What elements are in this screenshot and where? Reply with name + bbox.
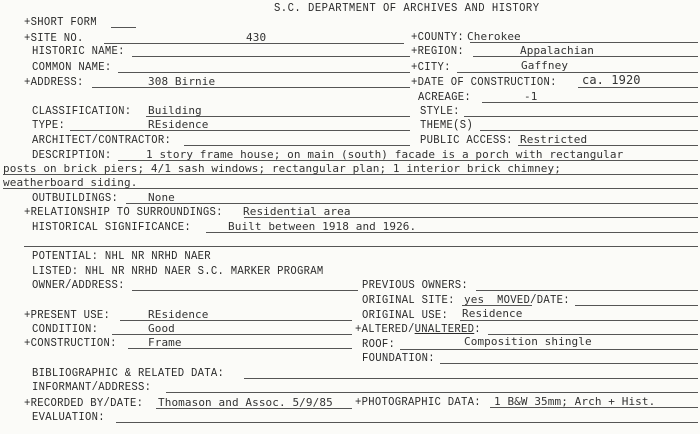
city-line (457, 72, 698, 73)
present-use-label: +PRESENT USE: (24, 309, 111, 322)
evaluation-line (116, 422, 698, 423)
owner-address-label: OWNER/ADDRESS: (32, 279, 125, 292)
acreage-label: ACREAGE: (418, 91, 472, 104)
common-name-label: COMMON NAME: (32, 61, 112, 74)
short-form-line (111, 27, 136, 28)
region-value: Appalachian (520, 44, 594, 57)
architect-label: ARCHITECT/CONTRACTOR: (32, 134, 172, 147)
bibliographic-label: BIBLIOGRAPHIC & RELATED DATA: (32, 367, 225, 380)
evaluation-label: EVALUATION: (32, 411, 105, 424)
present-use-value: REsidence (148, 308, 209, 321)
historical-significance-label: HISTORICAL SIGNIFICANCE: (32, 221, 192, 234)
public-access-label: PUBLIC ACCESS: (420, 134, 513, 147)
foundation-line (440, 363, 698, 364)
date-construction-label: +DATE OF CONSTRUCTION: (411, 76, 557, 89)
owner-address-line (132, 290, 358, 291)
theme-label: THEME(S) (420, 119, 474, 132)
blank-line-1 (24, 246, 698, 247)
original-site-value: yes (464, 293, 485, 306)
common-name-line (118, 72, 410, 73)
altered-suffix: : (474, 323, 481, 336)
date-construction-value: ca. 1920 (582, 73, 641, 87)
type-value: REsidence (148, 118, 209, 131)
description-line-2 (3, 174, 698, 175)
previous-owners-label: PREVIOUS OWNERS: (362, 279, 469, 292)
historical-significance-value: Built between 1918 and 1926. (228, 220, 417, 233)
description-line-3 (3, 188, 698, 189)
acreage-line (482, 102, 698, 103)
short-form-label: +SHORT FORM (24, 16, 97, 29)
city-value: Gaffney (521, 59, 569, 72)
theme-line (480, 130, 698, 131)
description-text-2: posts on brick piers; 4/1 sash windows; rectangular plan; 1 interior brick chimney; (3, 162, 561, 175)
acreage-value: -1 (524, 90, 538, 103)
classification-label: CLASSIFICATION: (32, 105, 132, 118)
description-text-1: 1 story frame house; on main (south) facade is a porch with rectangular (146, 148, 624, 161)
page-title: S.C. DEPARTMENT OF ARCHIVES AND HISTORY (274, 2, 540, 15)
description-text-3: weatherboard siding. (3, 176, 138, 189)
outbuildings-line (126, 203, 698, 204)
site-no-value: 430 (246, 31, 267, 44)
informant-line (166, 392, 698, 393)
original-use-value: Residence (462, 307, 523, 320)
architect-line (184, 145, 410, 146)
roof-label: ROOF: (362, 338, 396, 351)
city-label: +CITY: (411, 61, 451, 74)
potential-label: POTENTIAL: NHL NR NRHD NAER (32, 250, 211, 263)
condition-label: CONDITION: (32, 323, 99, 336)
altered-prefix: +ALTERED/ (355, 323, 415, 336)
address-value: 308 Birnie (148, 75, 216, 88)
photographic-value: 1 B&W 35mm; Arch + Hist. (494, 395, 656, 408)
relationship-value: Residential area (243, 205, 351, 218)
original-use-label: ORIGINAL USE: (362, 309, 449, 322)
address-line (92, 87, 410, 88)
historic-name-label: HISTORIC NAME: (32, 45, 125, 58)
unaltered-label: UNALTERED (414, 323, 475, 336)
recorded-label: +RECORDED BY/DATE: (24, 397, 144, 410)
public-access-value: Restricted (520, 133, 588, 146)
roof-line (400, 349, 698, 350)
roof-value: Composition shingle (464, 335, 592, 348)
county-value: Cherokee (467, 30, 521, 43)
style-line (464, 116, 698, 117)
description-label: DESCRIPTION: (32, 149, 112, 162)
construction-value: Frame (148, 336, 182, 349)
moved-date-line (575, 305, 698, 306)
altered-label (355, 323, 481, 336)
type-line (70, 130, 410, 131)
style-label: STYLE: (420, 105, 460, 118)
classification-value: Building (148, 104, 202, 117)
region-label: +REGION: (411, 45, 465, 58)
listed-label: LISTED: NHL NR NRHD NAER S.C. MARKER PROGRAM (32, 265, 324, 278)
outbuildings-value: None (148, 191, 175, 204)
condition-value: Good (148, 322, 175, 335)
county-label: +COUNTY: (411, 31, 465, 44)
historic-name-line (132, 56, 410, 57)
bibliographic-line (244, 378, 698, 379)
moved-date-label: MOVED/DATE: (497, 294, 570, 307)
site-no-label: +SITE NO. (24, 32, 84, 45)
original-use-line (460, 320, 698, 321)
original-site-label: ORIGINAL SITE: (362, 294, 455, 307)
foundation-label: FOUNDATION: (362, 352, 435, 365)
recorded-value: Thomason and Assoc. 5/9/85 (158, 396, 333, 409)
address-label: +ADDRESS: (24, 76, 84, 89)
informant-label: INFORMANT/ADDRESS: (32, 381, 152, 394)
date-construction-line (578, 87, 698, 88)
previous-owners-line (476, 290, 698, 291)
construction-label: +CONSTRUCTION: (24, 337, 117, 350)
relationship-label: +RELATIONSHIP TO SURROUNDINGS: (24, 206, 223, 219)
photographic-label: +PHOTOGRAPHIC DATA: (355, 396, 481, 409)
outbuildings-label: OUTBUILDINGS: (32, 192, 119, 205)
type-label: TYPE: (32, 119, 66, 132)
